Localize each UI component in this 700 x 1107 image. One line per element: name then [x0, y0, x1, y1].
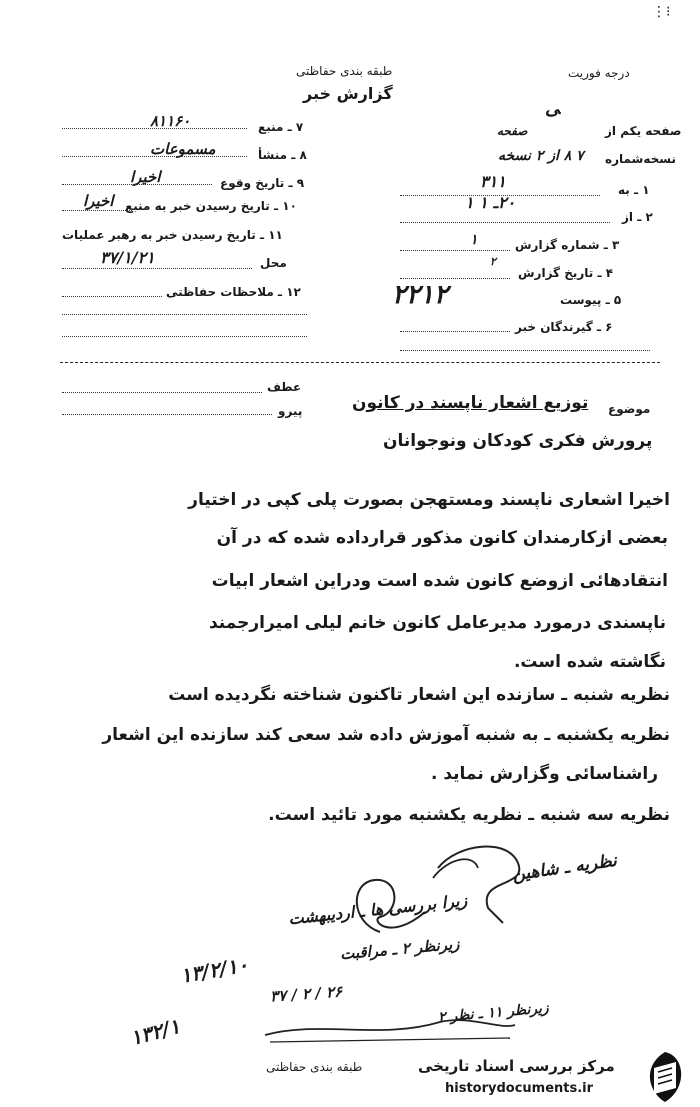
priority-label: درجه فوریت: [568, 66, 630, 80]
event-date-dots: [62, 184, 212, 185]
location-label: محل: [260, 256, 287, 270]
location-value: ۳۷/۱/۲۱: [100, 248, 155, 267]
handwritten-note-1: نظریه ـ شاهین: [511, 850, 619, 886]
body-line-5: نگاشته شده است.: [513, 652, 666, 672]
handwritten-note-4: زیرنظر ۱۱ ـ نظر ۲: [437, 1000, 550, 1026]
body-line-3: انتقادهائی ازوضع کانون شده است ودراین اشعار ابیات: [211, 571, 668, 591]
security-notes-dots-2: [62, 314, 307, 315]
received-source-value: اخیرا: [83, 192, 114, 210]
copy-number-value: ۷ ۸ از ۲ نسخه: [498, 148, 584, 164]
report-number-label: ۳ ـ شماره گزارش: [515, 238, 620, 252]
origin-label: ۸ ـ منشأ: [258, 148, 307, 162]
handwritten-initials-1: ۱۳/۲/۱۰: [178, 952, 250, 988]
from-label: ۲ ـ از: [622, 210, 653, 224]
security-notes-label: ۱۲ ـ ملاحظات حفاظتی: [166, 285, 301, 299]
attachment-value: ۲۲۱۲: [392, 280, 448, 310]
page-value: صفحه: [497, 124, 528, 138]
event-date-label: ۹ ـ تاریخ وقوع: [220, 176, 305, 190]
handwritten-initials-2: ۱۳۲/۱: [127, 1013, 183, 1051]
event-date-value: اخیرا: [130, 168, 161, 186]
copy-number-label: نسخه‌شماره: [605, 152, 676, 166]
report-date-dots: [400, 278, 510, 279]
body-line-8: راشناسائی وگزارش نماید .: [430, 764, 658, 784]
source-value: ۸۱۱۶۰: [150, 112, 191, 130]
separator-line: [60, 362, 660, 363]
security-notes-dots-1: [62, 296, 162, 297]
subject-line-1: توزیع اشعار ناپسند در کانون: [352, 393, 589, 413]
body-line-2: بعضی ازکارمندان کانون مذکور قرارداده شده که در آن: [216, 528, 668, 548]
peyro-dots: [62, 414, 272, 415]
received-source-label: ۱۰ ـ تاریخ رسیدن خبر به منبع: [125, 199, 297, 213]
recipients-dots-2: [400, 350, 650, 351]
report-date-value: ۲: [490, 255, 496, 268]
handwritten-note-2: زیرا بررسی ها ـ اردیبهشت: [287, 890, 468, 929]
source-label: ۷ ـ منبع: [258, 120, 304, 134]
signature-scribble-3: [260, 1010, 520, 1050]
handwritten-note-3: زیرنظر ۲ ـ مراقبت: [339, 934, 461, 964]
priority-mark: ﯽ: [545, 98, 561, 119]
atf-dots: [62, 392, 262, 393]
security-notes-dots-3: [62, 336, 307, 337]
org-name: مرکز بررسی اسناد تاریخی: [418, 1057, 615, 1075]
date-stamp: ۲۶ / ۲ / ۳۷: [269, 982, 343, 1006]
body-line-1: اخیرا اشعاری ناپسند ومستهجن بصورت پلی کپی در اختیار: [188, 490, 670, 510]
received-leader-label: ۱۱ ـ تاریخ رسیدن خبر به رهبر عملیات: [62, 228, 283, 242]
location-dots: [62, 268, 252, 269]
classification-bottom: طبقه بندی حفاظتی: [266, 1060, 363, 1074]
recipients-label: ۶ ـ گیرندگان خبر: [515, 320, 613, 334]
page-label: صفحه یکم از: [605, 124, 682, 138]
subject-label: موضوع: [608, 402, 651, 416]
from-dots: [400, 222, 610, 223]
org-website: historydocuments.ir: [445, 1081, 594, 1096]
report-number-dots: [400, 250, 510, 251]
body-line-6: نظریه شنبه ـ سازنده این اشعار تاکنون شناخته نگردیده است: [168, 685, 670, 705]
recipients-dots-1: [400, 331, 510, 332]
received-source-dots: [62, 210, 132, 211]
body-line-9: نظریه سه شنبه ـ نظریه یکشنبه مورد تائید است.: [268, 805, 670, 825]
attachment-label: ۵ ـ پیوست: [560, 293, 622, 307]
to-value: ۳۱۱: [480, 172, 506, 191]
subject-line-2: پرورش فکری کودکان ونوجوانان: [383, 431, 653, 451]
atf-label: عطف: [267, 380, 302, 394]
report-number-value: ۱: [470, 232, 478, 248]
peyro-label: پیرو: [278, 404, 303, 418]
classification-top: طبقه بندی حفاظتی: [296, 64, 393, 78]
corner-mark: ⁝⋮: [652, 4, 671, 20]
from-value: ۲۰ـ ۱ ۱: [465, 193, 516, 212]
origin-value: مسموعات: [150, 140, 216, 158]
body-line-7: نظریه یکشنبه ـ به شنبه آموزش داده شد سعی کند سازنده این اشعار: [102, 725, 670, 745]
body-line-4: ناپسندی درمورد مدیرعامل کانون خانم لیلی امیرارجمند: [208, 613, 666, 633]
to-label: ۱ ـ به: [618, 183, 650, 197]
report-title: گزارش خبر: [303, 84, 393, 103]
org-logo-icon: [640, 1048, 690, 1106]
report-date-label: ۴ ـ تاریخ گزارش: [518, 266, 614, 280]
source-dots: [62, 128, 247, 129]
origin-dots: [62, 156, 247, 157]
